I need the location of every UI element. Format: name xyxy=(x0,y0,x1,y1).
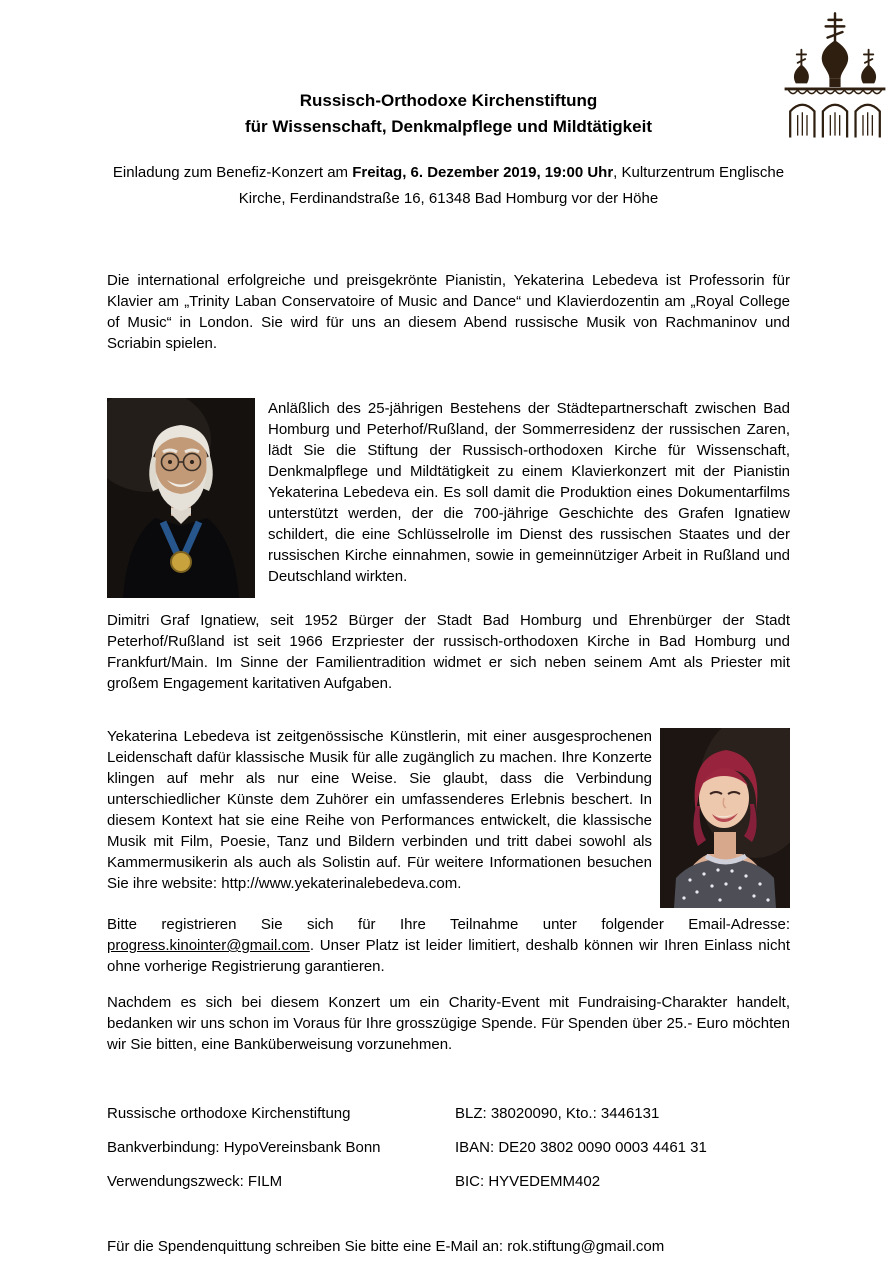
bank-name: Bankverbindung: HypoVereinsbank Bonn xyxy=(107,1139,381,1156)
document-title xyxy=(107,88,790,140)
ignatiew-paragraph: Anläßlich des 25-jährigen Bestehens der Städtepartnerschaft zwischen Bad Homburg und Peterhof/Rußland, der Sommerresidenz der russischen Zaren, lädt Sie die Stiftung der Russisch-orthodoxen Kirche für Wissenschaft, Denkmalpflege und Mildtätigkeit zu einem Klavierkonzert mit der Pianistin Yekaterina Lebedeva ein. Es soll damit die Produktion eines Dokumentarfilms unterstützt werden, der die 700-jährige Geschichte des Grafen Ignatiew schildert, die eine Schlüsselrolle im Dienst des russischen Staates und der russischen Kirche einnahmen, sowie in gemeinnütziger Arbeit in Rußland und Deutschland wirkten. xyxy=(268,400,790,585)
dimitri-paragraph: Dimitri Graf Ignatiew, seit 1952 Bürger der Stadt Bad Homburg und Ehrenbürger der Stadt Peterhof/Rußland ist seit 1966 Erzpriester der russisch-orthodoxen Kirche in Bad Homburg und Frankfurt/Main. Im Sinne der Familientradition widmet er sich neben seinem Amt als Priester mit großem Engagement karitativen Aufgaben. xyxy=(107,612,790,692)
lebedeva-text: Yekaterina Lebedeva ist zeitgenössische Künstlerin, mit einer ausgesprochenen Leidenschaft dafür klassische Musik für alle zugänglich zu machen. Ihre Konzerte klingen auf mehr als nur eine Weise. Sie glaubt, dass die Verbindung unterschiedlicher Künste dem Zuhörer ein umfassenderes Erlebnis beschert. In diesem Kontext hat sie eine Reihe von Performances entwickelt, die klassische Musik mit Film, Poesie, Tanz und Bildern verbinden und tritt dabei sowohl als Kammermusikerin als auch als Solistin auf. Für weitere Informationen besuchen Sie ihre website: xyxy=(107,728,652,892)
lebedeva-text-end: . xyxy=(457,875,462,892)
registration-paragraph xyxy=(107,914,790,977)
title-line-2: für Wissenschaft, Denkmalpflege und Mildtätigkeit xyxy=(245,117,652,136)
bank-iban: IBAN: DE20 3802 0090 0003 4461 31 xyxy=(455,1139,707,1156)
website-link[interactable]: http://www.yekaterinalebedeva.com xyxy=(221,875,458,892)
donation-email-link[interactable]: rok.stiftung@gmail.com xyxy=(507,1238,665,1255)
bank-purpose: Verwendungszweck: FILM xyxy=(107,1173,283,1190)
lebedeva-photo xyxy=(660,728,790,908)
registration-text-end: . Unser Platz ist leider limitiert, deshalb können wir Ihren Einlass nicht ohne vorherige Registrierung garantieren. xyxy=(107,937,790,975)
intro-paragraph: Die international erfolgreiche und preisgekrönte Pianistin, Yekaterina Lebedeva ist Professorin für Klavier am „Trinity Laban Conservatoire of Music and Dance“ und Klavierdozentin am „Royal College of Music“ in London. Sie wird für uns an diesem Abend russische Musik von Rachmaninov und Scriabin spielen. xyxy=(107,272,790,352)
bank-account-name: Russische orthodoxe Kirchenstiftung xyxy=(107,1105,351,1122)
bank-row xyxy=(107,1171,790,1192)
invitation-post: , Kulturzentrum Englische Kirche, Ferdinandstraße 16, 61348 Bad Homburg vor der Höhe xyxy=(238,164,785,207)
ignatiew-photo xyxy=(107,398,255,598)
ignatiew-section xyxy=(107,398,790,598)
title-line-1: Russisch-Orthodoxe Kirchenstiftung xyxy=(299,91,598,110)
bank-details xyxy=(107,1103,790,1192)
donation-receipt-note xyxy=(107,1236,790,1257)
lebedeva-section xyxy=(107,726,790,908)
registration-email-link[interactable]: progress.kinointer@gmail.com xyxy=(107,937,310,954)
bank-bic: BIC: HYVEDEMM402 xyxy=(455,1173,601,1190)
invitation-pre: Einladung zum Benefiz-Konzert am xyxy=(112,164,353,181)
lebedeva-paragraph xyxy=(107,726,652,894)
footer-text: Für die Spendenquittung schreiben Sie bitte eine E-Mail an: xyxy=(107,1238,508,1255)
invitation-date: Freitag, 6. Dezember 2019, 19:00 Uhr xyxy=(352,164,614,181)
bank-row xyxy=(107,1137,790,1158)
registration-text: Bitte registrieren Sie sich für Ihre Teilnahme unter folgender Email-Adresse: xyxy=(107,916,790,933)
invitation-line xyxy=(107,160,790,212)
bank-blz-kto: BLZ: 38020090, Kto.: 3446131 xyxy=(455,1105,660,1122)
church-logo-icon xyxy=(779,8,891,140)
bank-row xyxy=(107,1103,790,1124)
charity-paragraph: Nachdem es sich bei diesem Konzert um ein Charity-Event mit Fundraising-Charakter handelt, bedanken wir uns schon im Voraus für Ihre grosszügige Spende. Für Spenden über 25.- Euro möchten wir Sie bitten, eine Banküberweisung vorzunehmen. xyxy=(107,994,790,1053)
